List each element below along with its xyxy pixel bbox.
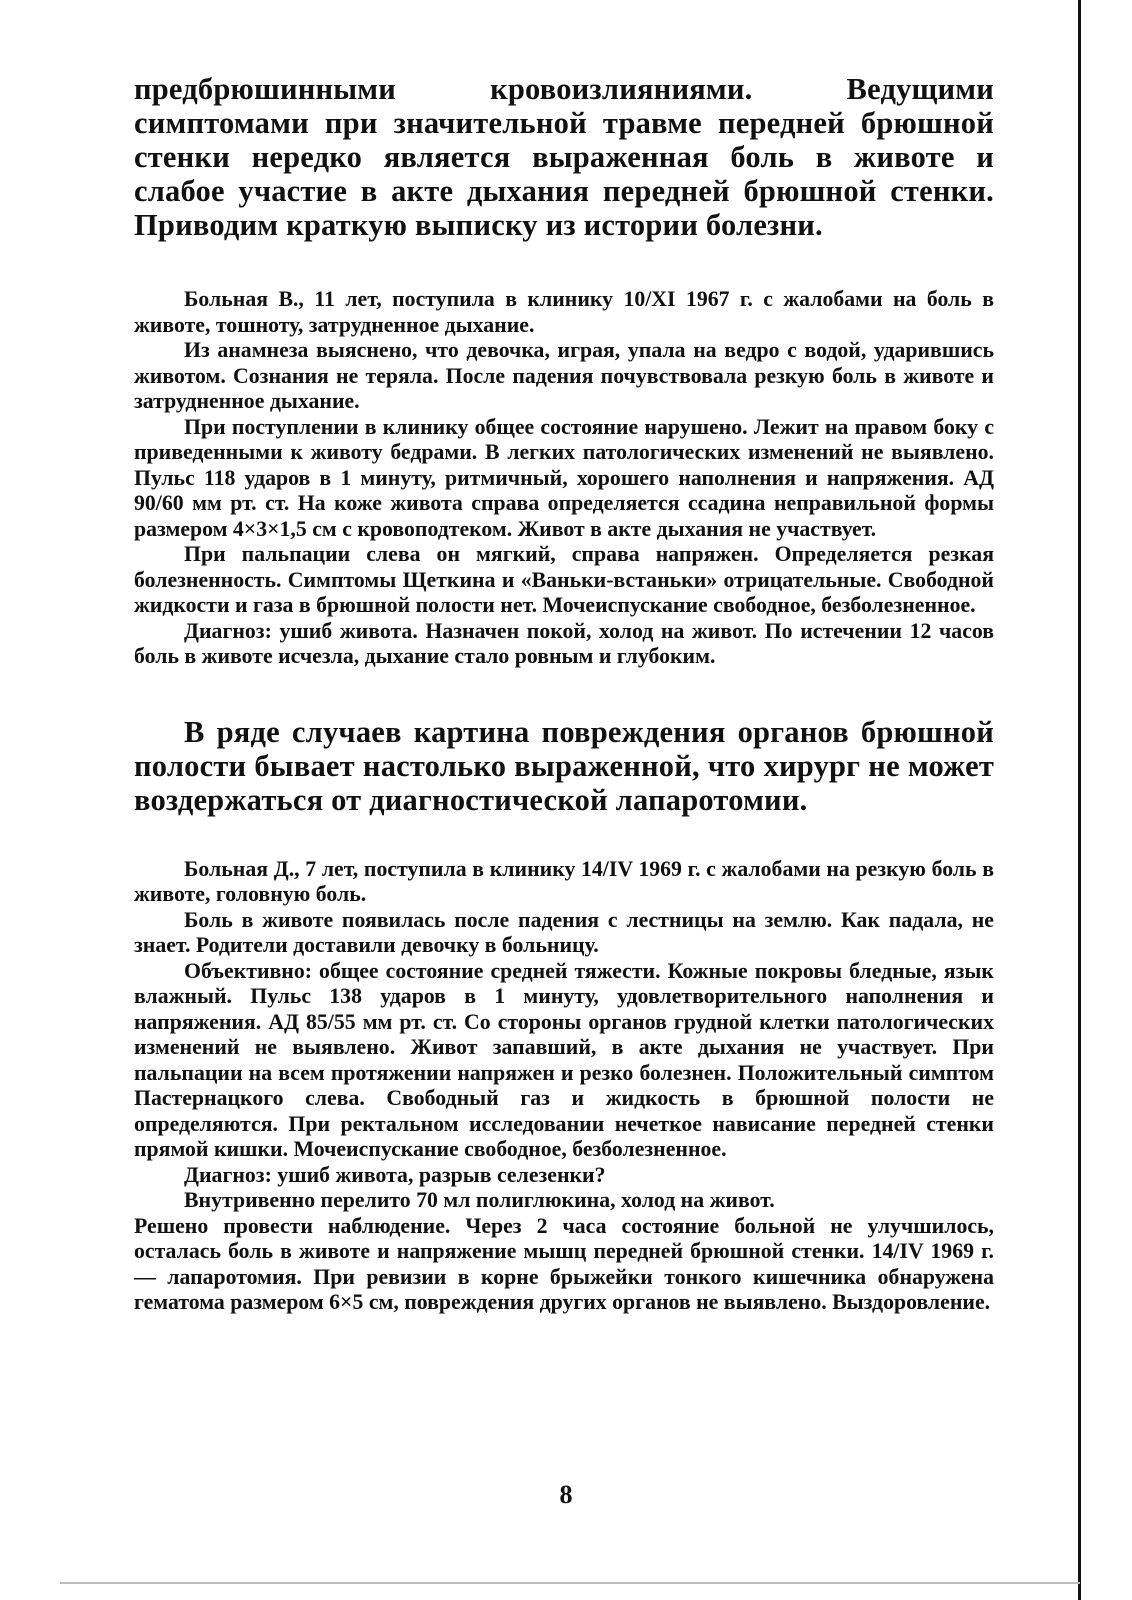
case1-paragraph-4: При пальпации слева он мягкий, справа напряжен. Определяется резкая болезненность. Симптомы Щеткина и «Ваньки-встаньки» отрицательные. Свободной жидкости и газа в брюшной полости нет. Мочеиспускание свободное, безболезненное.: [134, 542, 994, 617]
page-bottom-line: [60, 1582, 1080, 1584]
page-text: [134, 72, 994, 1316]
case2-paragraph-4: Диагноз: ушиб живота, разрыв селезенки?: [184, 1162, 606, 1187]
page-number: 8: [559, 1480, 573, 1509]
page-edge-line: [1078, 0, 1081, 1600]
case1-paragraph-5: Диагноз: ушиб живота. Назначен покой, холод на живот. По истечении 12 часов боль в животе исчезла, дыхание стало ровным и глубоким.: [134, 618, 994, 668]
case-report-2: [134, 857, 994, 1316]
case1-paragraph-3: При поступлении в клинику общее состояние нарушено. Лежит на правом боку с приведенными к животу бедрами. В легких патологических изменений не выявлено. Пульс 118 ударов в 1 минуту, ритмичный, хорошего наполнения и напряжения. АД 90/60 мм рт. ст. На коже живота справа определяется ссадина неправильной формы размером 4×3×1,5 см с кровоподтеком. Живот в акте дыхания не участвует.: [134, 414, 994, 541]
middle-paragraph: В ряде случаев картина повреждения органов брюшной полости бывает настолько выраженной, что хирург не может воздержаться от диагностической лапаротомии.: [134, 714, 994, 817]
case-report-1: [134, 287, 994, 670]
case1-paragraph-1: Больная В., 11 лет, поступила в клинику 10/XI 1967 г. с жалобами на боль в животе, тошноту, затрудненное дыхание.: [134, 287, 994, 337]
case2-paragraph-2: Боль в животе появилась после падения с лестницы на землю. Как падала, не знает. Родители доставили девочку в больницу.: [134, 907, 994, 957]
case2-paragraph-3: Объективно: общее состояние средней тяжести. Кожные покровы бледные, язык влажный. Пульс 138 ударов в 1 минуту, удовлетворительного наполнения и напряжения. АД 85/55 мм рт. ст. Со стороны органов грудной клетки патологических изменений не выявлено. Живот запавший, в акте дыхания не участвует. При пальпации на всем протяжении напряжен и резко болезнен. Положительный симптом Пастернацкого слева. Свободный газ и жидкость в брюшной полости не определяются. При ректальном исследовании нечеткое нависание передней стенки прямой кишки. Мочеиспускание свободное, безболезненное.: [134, 958, 994, 1161]
case2-paragraph-1: Больная Д., 7 лет, поступила в клинику 14/IV 1969 г. с жалобами на резкую боль в животе, головную боль.: [134, 856, 994, 906]
case1-paragraph-2: Из анамнеза выяснено, что девочка, играя, упала на ведро с водой, ударившись животом. Сознания не теряла. После падения почувствовала резкую боль в животе и затрудненное дыхание.: [134, 338, 994, 413]
case2-paragraph-6: Решено провести наблюдение. Через 2 часа состояние больной не улучшилось, осталась боль в животе и напряжение мышц передней брюшной стенки. 14/IV 1969 г. — лапаротомия. При ревизии в корне брыжейки тонкого кишечника обнаружена гематома размером 6×5 см, повреждения других органов не выявлено. Выздоровление.: [134, 1213, 994, 1314]
case2-paragraph-5: Внутривенно перелито 70 мл полиглюкина, холод на живот.: [184, 1188, 775, 1212]
intro-paragraph: предбрюшинными кровоизлияниями. Ведущими симптомами при значительной травме передней брюшной стенки нередко является выраженная боль в животе и слабое участие в акте дыхания передней брюшной стенки. Приводим краткую выписку из истории болезни.: [134, 72, 994, 242]
